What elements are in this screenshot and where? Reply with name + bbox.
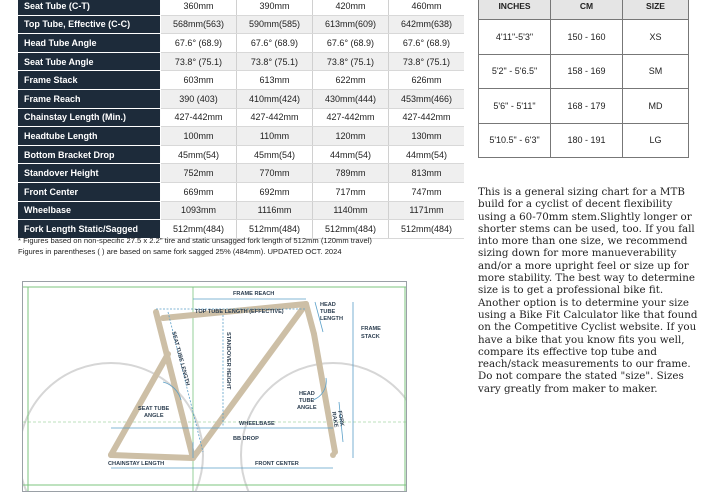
label-bb-drop: BB DROP — [233, 436, 259, 442]
geometry-value: 73.8° (75.1) — [313, 52, 389, 71]
geometry-table — [18, 0, 464, 239]
geometry-value: 669mm — [161, 182, 237, 201]
geometry-value: 512mm(484) — [389, 220, 465, 239]
geometry-row-label: Standover Height — [18, 164, 161, 183]
geometry-value: 427-442mm — [389, 108, 465, 127]
geometry-value: 1116mm — [237, 201, 313, 220]
footnote — [18, 236, 458, 257]
geometry-value: 73.8° (75.1) — [389, 52, 465, 71]
size-cell: 158 - 169 — [551, 54, 623, 89]
geometry-value: 44mm(54) — [389, 145, 465, 164]
label-seat-angle-1: SEAT TUBE — [138, 406, 170, 412]
geometry-value: 45mm(54) — [237, 145, 313, 164]
geometry-value: 613mm(609) — [313, 15, 389, 34]
geometry-value: 642mm(638) — [389, 15, 465, 34]
size-row — [479, 123, 689, 158]
label-head-angle-2: TUBE — [299, 398, 315, 404]
geometry-row — [18, 15, 464, 34]
geometry-value: 512mm(484) — [313, 220, 389, 239]
label-head-angle-1: HEAD — [299, 391, 315, 397]
geometry-value: 568mm(563) — [161, 15, 237, 34]
geometry-value: 752mm — [161, 164, 237, 183]
geometry-row-label: Head Tube Angle — [18, 34, 161, 53]
label-seat-angle-2: ANGLE — [144, 413, 164, 419]
geometry-value: 67.6° (68.9) — [313, 34, 389, 53]
size-header-size: SIZE — [623, 0, 689, 20]
geometry-row-label: Fork Length Static/Sagged — [18, 220, 161, 239]
footnote-line-1: * Figures based on non-specific 27.5 x 2.2" tire and static unsagged fork length of 512mm (120mm travel) — [18, 236, 372, 245]
down-tube — [193, 304, 306, 458]
label-front-center: FRONT CENTER — [255, 461, 299, 467]
geometry-value: 512mm(484) — [237, 220, 313, 239]
geometry-value: 692mm — [237, 182, 313, 201]
geometry-row — [18, 89, 464, 108]
geometry-value: 430mm(444) — [313, 89, 389, 108]
geometry-value: 110mm — [237, 127, 313, 146]
size-cell: SM — [623, 54, 689, 89]
geometry-value: 427-442mm — [237, 108, 313, 127]
size-table — [478, 0, 689, 158]
chainstay — [111, 455, 193, 458]
geometry-value: 67.6° (68.9) — [389, 34, 465, 53]
geometry-value: 512mm(484) — [161, 220, 237, 239]
geometry-row — [18, 0, 464, 15]
label-head-tube-2: TUBE — [320, 309, 336, 315]
size-cell: 150 - 160 — [551, 20, 623, 55]
geometry-value: 590mm(585) — [237, 15, 313, 34]
geometry-value: 130mm — [389, 127, 465, 146]
geometry-value: 360mm — [161, 0, 237, 15]
label-frame-stack-1: FRAME — [361, 326, 381, 332]
geometry-value: 1093mm — [161, 201, 237, 220]
size-cell: 5'2" - 5'6.5" — [479, 54, 551, 89]
geometry-value: 45mm(54) — [161, 145, 237, 164]
size-row — [479, 20, 689, 55]
label-top-tube: TOP TUBE LENGTH (EFFECTIVE) — [195, 309, 284, 315]
geometry-value: 73.8° (75.1) — [237, 52, 313, 71]
geometry-value: 717mm — [313, 182, 389, 201]
geometry-row — [18, 182, 464, 201]
geometry-value: 622mm — [313, 71, 389, 90]
label-frame-reach: FRAME REACH — [233, 291, 275, 297]
geometry-value: 120mm — [313, 127, 389, 146]
geometry-value: 789mm — [313, 164, 389, 183]
size-cell: XS — [623, 20, 689, 55]
geometry-row — [18, 108, 464, 127]
label-head-tube-3: LENGTH — [320, 316, 343, 322]
label-frame-stack-2: STACK — [361, 334, 380, 340]
footnote-line-2: Figures in parentheses ( ) are based on same fork sagged 25% (484mm). UPDATED OCT. 2024 — [18, 246, 342, 256]
geometry-value: 626mm — [389, 71, 465, 90]
size-cell: 5'6" - 5'11" — [479, 89, 551, 124]
size-cell: 180 - 191 — [551, 123, 623, 158]
geometry-value: 420mm — [313, 0, 389, 15]
geometry-value: 613mm — [237, 71, 313, 90]
geometry-value: 390 (403) — [161, 89, 237, 108]
geometry-value: 460mm — [389, 0, 465, 15]
geometry-row — [18, 201, 464, 220]
geometry-value: 770mm — [237, 164, 313, 183]
geometry-row — [18, 127, 464, 146]
geometry-value: 813mm — [389, 164, 465, 183]
label-standover: STANDOVER HEIGHT — [225, 332, 231, 390]
geometry-value: 73.8° (75.1) — [161, 52, 237, 71]
geometry-row — [18, 71, 464, 90]
label-fork-rake-1: FORK — [336, 410, 345, 427]
size-cell: 5'10.5" - 6'3" — [479, 123, 551, 158]
sizing-description: This is a general sizing chart for a MTB build for a cyclist of decent flexibility using a 60-70mm stem.Slightly longer or shorter stems can be used, too. If you fall into more than one size, we recommend sizing down for more manueverability and/or a more upright feel or size up for more stability. The best way to determine size is to get a professional bike fit. Another option is to determine your size using a Bike Fit Calculator like that found on the Competitive Cyclist website. If you have a bike that you know fits you well, compare its effective top tube and reach/stack measurements to our frame. Do not compare the stated "size". Sizes vary greatly from maker to maker. — [478, 186, 698, 395]
geometry-row-label: Seat Tube (C-T) — [18, 0, 161, 15]
geometry-value: 67.6° (68.9) — [237, 34, 313, 53]
geometry-row-label: Headtube Length — [18, 127, 161, 146]
geometry-value: 1140mm — [313, 201, 389, 220]
geometry-row — [18, 52, 464, 71]
label-head-angle-3: ANGLE — [297, 405, 317, 411]
geometry-row-label: Wheelbase — [18, 201, 161, 220]
size-row — [479, 54, 689, 89]
geometry-value: 100mm — [161, 127, 237, 146]
geometry-row-label: Chainstay Length (Min.) — [18, 108, 161, 127]
geometry-row-label: Seat Tube Angle — [18, 52, 161, 71]
geometry-value: 453mm(466) — [389, 89, 465, 108]
geometry-value: 603mm — [161, 71, 237, 90]
geometry-row-label: Frame Stack — [18, 71, 161, 90]
geometry-row-label: Front Center — [18, 182, 161, 201]
size-cell: 168 - 179 — [551, 89, 623, 124]
label-chainstay: CHAINSTAY LENGTH — [108, 461, 165, 467]
label-fork-rake-2: RAKE — [330, 411, 339, 428]
geometry-value: 410mm(424) — [237, 89, 313, 108]
head-tube — [306, 304, 314, 334]
geometry-row-label: Top Tube, Effective (C-C) — [18, 15, 161, 34]
geometry-row — [18, 34, 464, 53]
geometry-value: 747mm — [389, 182, 465, 201]
geometry-row — [18, 164, 464, 183]
geometry-row — [18, 145, 464, 164]
geometry-value: 390mm — [237, 0, 313, 15]
label-head-tube-1: HEAD — [320, 302, 336, 308]
geometry-value: 44mm(54) — [313, 145, 389, 164]
geometry-row-label: Bottom Bracket Drop — [18, 145, 161, 164]
geometry-value: 67.6° (68.9) — [161, 34, 237, 53]
geometry-value: 427-442mm — [161, 108, 237, 127]
geometry-diagram — [22, 281, 407, 492]
geometry-value: 1171mm — [389, 201, 465, 220]
bike-diagram-svg — [23, 282, 407, 492]
geometry-value: 427-442mm — [313, 108, 389, 127]
label-wheelbase: WHEELBASE — [239, 421, 275, 427]
dimension-lines — [111, 299, 353, 468]
size-header-cm: CM — [551, 0, 623, 20]
size-cell: 4'11"-5'3" — [479, 20, 551, 55]
size-cell: LG — [623, 123, 689, 158]
size-row — [479, 89, 689, 124]
seatstay — [111, 354, 168, 455]
size-cell: MD — [623, 89, 689, 124]
size-header-inches: INCHES — [479, 0, 551, 20]
geometry-row-label: Frame Reach — [18, 89, 161, 108]
fork — [314, 334, 335, 452]
label-seat-tube-length: SEAT TUBE LENGTH — [170, 330, 191, 387]
